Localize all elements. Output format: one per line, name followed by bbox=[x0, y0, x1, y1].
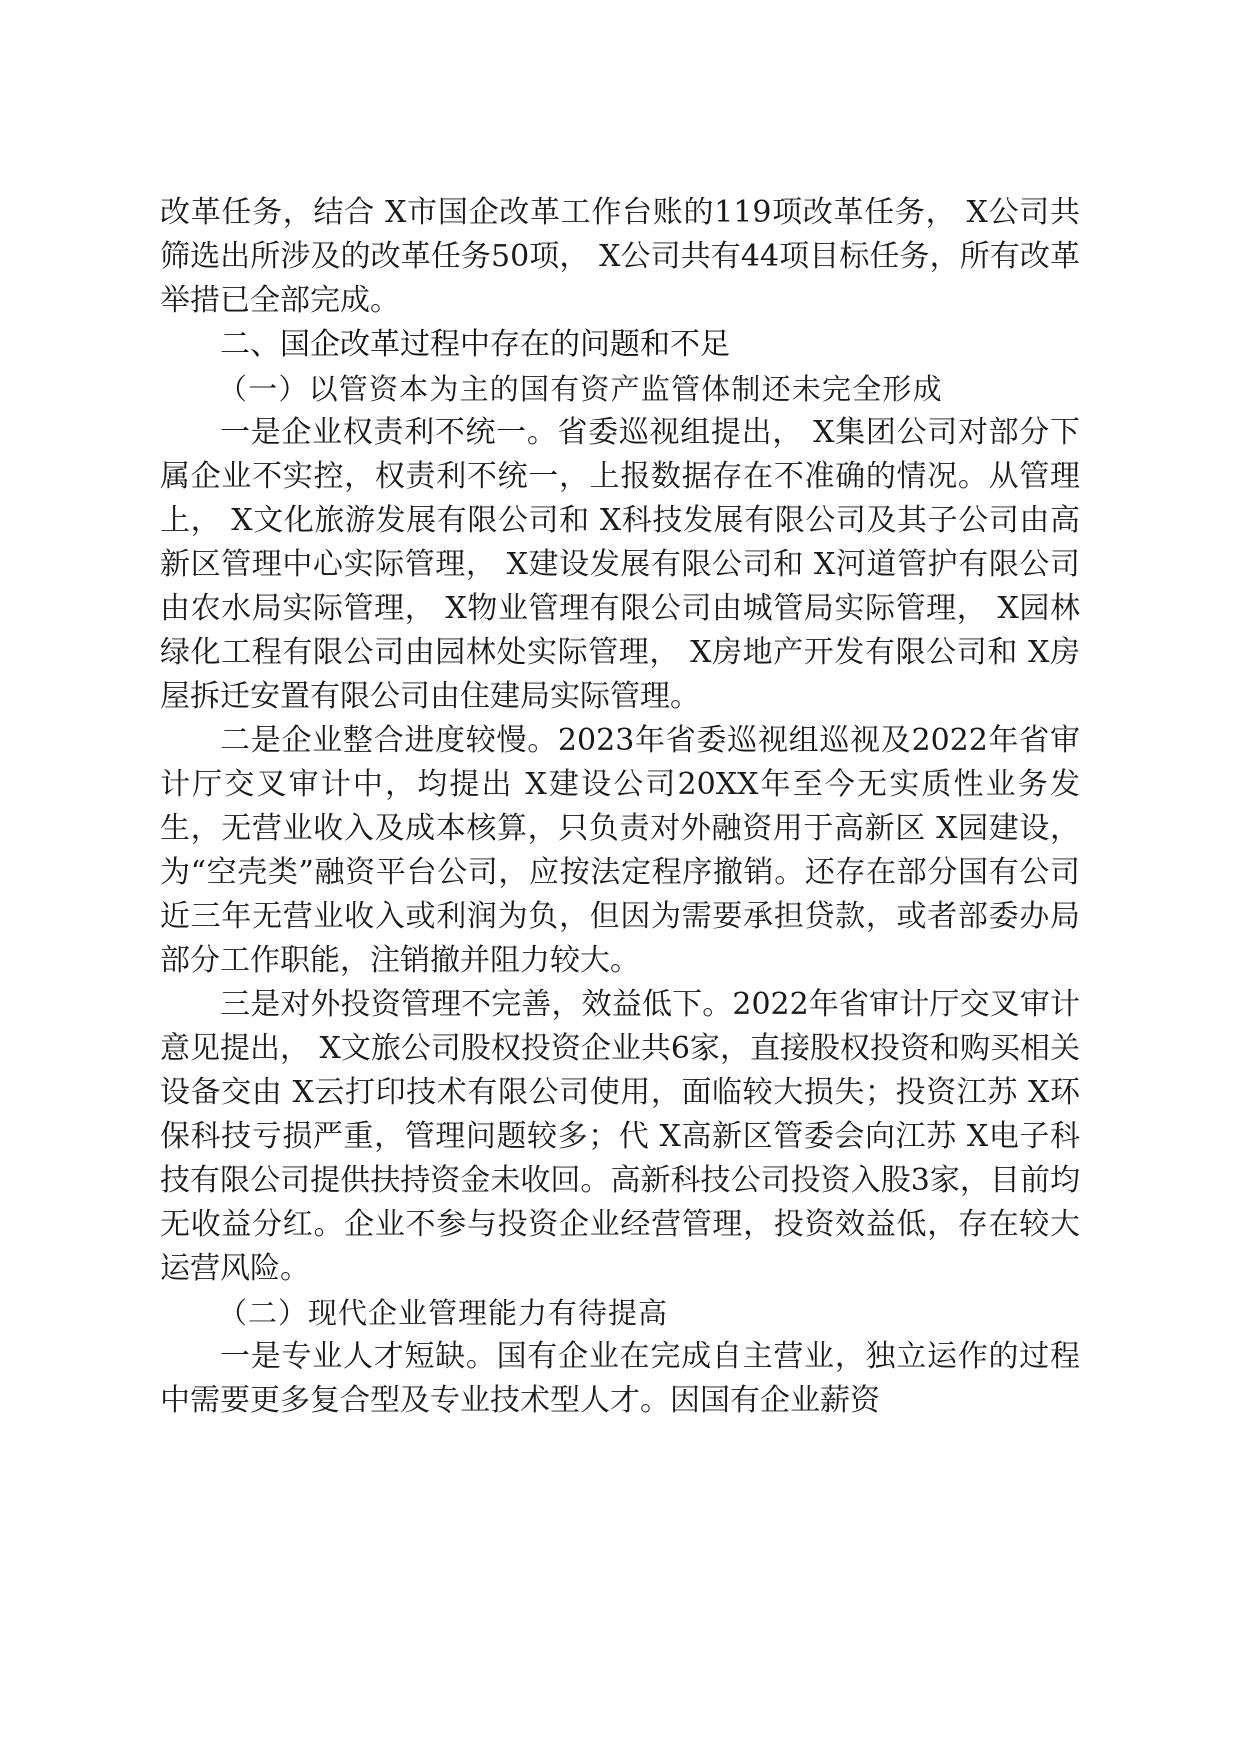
section-heading-problems: 二、国企改革过程中存在的问题和不足 bbox=[220, 327, 730, 362]
paragraph-reform-tasks: 改革任务，结合 X市国企改革工作台账的119项改革任务， X公司共筛选出所涉及的改革任务50项， X公司共有44项目标任务，所有改革举措已全部完成。 bbox=[160, 195, 1080, 318]
paragraph-point-2: 二是企业整合进度较慢。2023年省委巡视组巡视及2022年省审计厅交叉审计中，均提出 X建设公司20XX年至今无实质性业务发生，无营业收入及成本核算，只负责对外融资用于高新区 X园建设，为“空壳类”融资平台公司，应按法定程序撤销。还存在部分国有公司近三年无营业收入或利润为负，但因为需要承担贷款，或者部委办局部分工作职能，注销撤并阻力较大。 bbox=[160, 723, 1080, 978]
paragraph-point-1: 一是企业权责利不统一。省委巡视组提出， X集团公司对部分下属企业不实控，权责利不统一，上报数据存在不准确的情况。从管理上， X文化旅游发展有限公司和 X科技发展有限公司及其子公司由高新区管理中心实际管理， X建设发展有限公司和 X河道管护有限公司由农水局实际管理， X物业管理有限公司由城管局实际管理， X园林绿化工程有限公司由园林处实际管理， X房地产开发有限公司和 X房屋拆迁安置有限公司由住建局实际管理。 bbox=[160, 415, 1080, 714]
document-body bbox=[160, 191, 1080, 1423]
paragraph-point-3: 三是对外投资管理不完善，效益低下。2022年省审计厅交叉审计意见提出， X文旅公司股权投资企业共6家，直接股权投资和购买相关设备交由 X云打印技术有限公司使用，面临较大损失；投资江苏 X环保科技亏损严重，管理问题较多；代 X高新区管委会向江苏 X电子科技有限公司提供扶持资金未收回。高新科技公司投资入股3家，目前均无收益分红。企业不参与投资企业经营管理，投资效益低，存在较大运营风险。 bbox=[160, 987, 1080, 1286]
subsection-heading-2: （二）现代企业管理能力有待提高 bbox=[218, 1296, 669, 1330]
paragraph-talent-shortage: 一是专业人才短缺。国有企业在完成自主营业，独立运作的过程中需要更多复合型及专业技术型人才。因国有企业薪资 bbox=[160, 1339, 1080, 1418]
subsection-heading-1: （一）以管资本为主的国有资产监管体制还未完全形成 bbox=[218, 372, 943, 406]
